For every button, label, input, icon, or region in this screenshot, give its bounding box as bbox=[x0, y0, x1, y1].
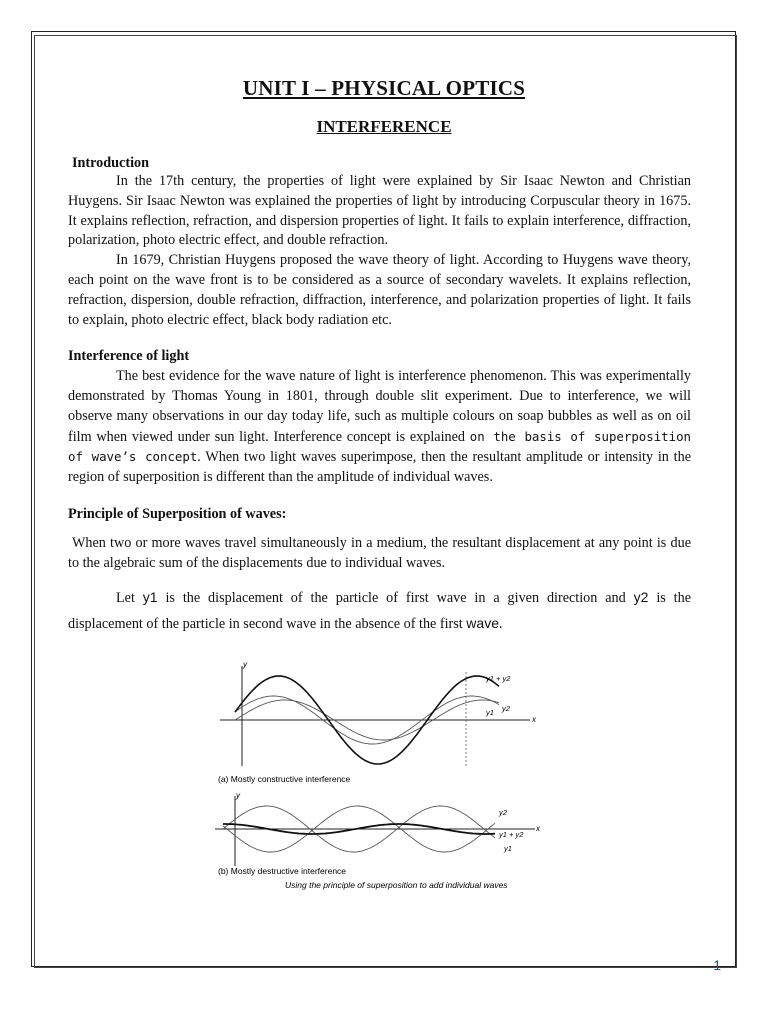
bottom-x-label: x bbox=[536, 824, 540, 833]
top-x-label: x bbox=[532, 715, 536, 724]
period: . bbox=[498, 616, 503, 633]
bottom-sum-label: y1 + y2 bbox=[499, 830, 524, 839]
interference-text-end: . When two light waves superimpose, then the resultant amplitude or intensity in the region of superposition is different than the amplitude of individual waves. bbox=[68, 449, 691, 486]
let-text: Let bbox=[116, 590, 143, 607]
interference-paragraph bbox=[68, 367, 691, 488]
caption-main: Using the principle of superposition to add individual waves bbox=[285, 880, 508, 890]
y2-symbol: y2 bbox=[633, 589, 649, 606]
let-text-mid: is the displacement of the particle of first wave in a given direction and bbox=[157, 590, 634, 607]
intro-paragraph-2: In 1679, Christian Huygens proposed the wave theory of light. According to Huygens wave theory, each point on the wave front is to be considered as a source of secondary wavelets. It explains reflection, refraction, dispersion, double refraction, diffraction, interference, and polarization properties of light. It fails to explain, photo electric effect, black body radiation etc. bbox=[68, 252, 691, 328]
y1-symbol: y1 bbox=[142, 589, 158, 606]
top-sum-label: y1 + y2 bbox=[486, 674, 511, 683]
intro-heading: Introduction bbox=[72, 155, 149, 171]
bottom-y2-label: y2 bbox=[499, 808, 507, 817]
interference-heading: Interference of light bbox=[68, 348, 190, 365]
wave-word: wave bbox=[466, 615, 499, 632]
top-y2-label: y2 bbox=[502, 704, 510, 713]
caption-a: (a) Mostly constructive interference bbox=[218, 774, 351, 784]
interference-text-start: The best evidence for the wave nature of light is interference phenomenon. This was experimentally demonstrated by Thomas Young in 1801, through double slit experiment. Due to interference, we will observe many observations in our day today life, such as multiple colours on soap bubbles as well as on oil film when viewed under sun light. Interference concept is explained bbox=[68, 368, 691, 445]
superposition-paragraph-2 bbox=[68, 585, 691, 637]
top-y-label: y bbox=[243, 660, 247, 669]
superposition-heading: Principle of Superposition of waves: bbox=[68, 505, 287, 522]
page-number: 1 bbox=[713, 957, 721, 973]
caption-b: (b) Mostly destructive interference bbox=[218, 866, 347, 876]
let-text-end: is the displacement of the particle in second wave in the absence of the first bbox=[68, 590, 692, 633]
interference-text-mono: on the basis of superposition of wave’s concept bbox=[68, 428, 691, 465]
superposition-figure bbox=[205, 658, 565, 898]
top-y1-label: y1 bbox=[486, 708, 494, 717]
section-title: INTERFERENCE bbox=[316, 117, 452, 136]
bottom-y1-label: y1 bbox=[504, 844, 512, 853]
bottom-y-label: y bbox=[236, 791, 240, 800]
superposition-paragraph-1: When two or more waves travel simultaneously in a medium, the resultant displacement at any point is due to the algebraic sum of the displacements due to individual waves. bbox=[68, 534, 691, 571]
page-title: UNIT I – PHYSICAL OPTICS bbox=[242, 76, 526, 100]
main-content bbox=[68, 151, 691, 637]
intro-paragraph-1: In the 17th century, the properties of light were explained by Sir Isaac Newton and Christian Huygens. Sir Isaac Newton was explained the properties of light by introducing Corpuscular theory in 1675. It explains reflection, refraction, and dispersion properties of light. It fails to explain interference, diffraction, polarization, photo electric effect, and double refraction. bbox=[68, 173, 691, 249]
